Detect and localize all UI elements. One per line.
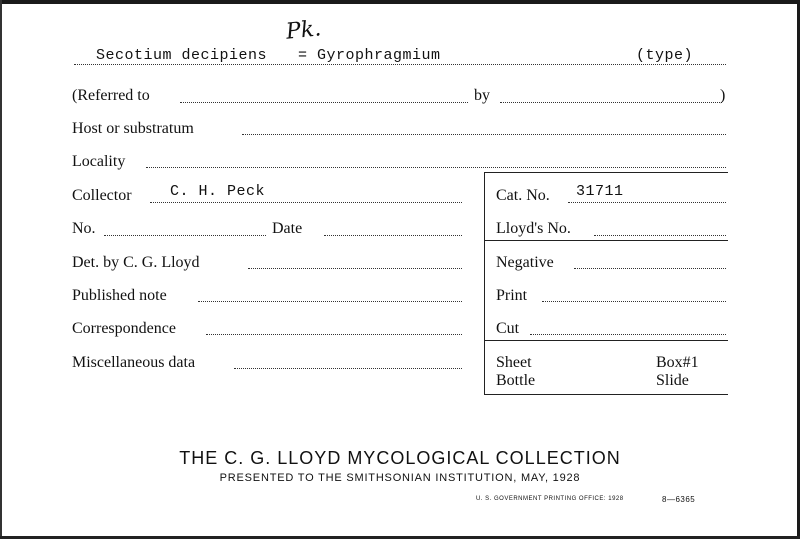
collector-label: Collector [72,187,132,204]
host-label: Host or substratum [72,120,194,137]
specimen-name: Secotium decipiens [96,47,268,64]
referred-to-label: (Referred to [72,87,150,104]
catalog-box-left [484,172,485,394]
cat-no-label: Cat. No. [496,187,550,204]
cat-no-line [568,202,726,203]
box-label: Box#1 [656,354,699,371]
lloyds-no-line [594,235,726,236]
date-line [324,235,462,236]
catalog-divider-2 [484,340,728,341]
no-label: No. [72,220,96,237]
print-line [542,301,726,302]
cut-line [530,334,726,335]
specimen-type-label: (type) [636,47,694,64]
host-line [242,134,726,135]
date-label: Date [272,220,303,237]
negative-label: Negative [496,254,554,271]
misc-line [234,368,462,369]
collector-value: C. H. Peck [170,183,266,200]
negative-line [574,268,726,269]
misc-label: Miscellaneous data [72,354,196,371]
specimen-synonym: = Gyrophragmium [298,47,441,64]
by-line [500,102,722,103]
catalog-divider [484,240,728,241]
by-label: by [474,87,490,104]
correspondence-label: Correspondence [72,320,176,337]
collection-title: THE C. G. LLOYD MYCOLOGICAL COLLECTION [179,448,621,468]
card-top-edge [0,0,800,4]
no-line [104,235,266,236]
close-paren: ) [720,87,726,104]
slide-label: Slide [656,372,689,389]
lloyds-no-label: Lloyd's No. [496,220,571,237]
published-note-line [198,301,462,302]
det-by-line [248,268,462,269]
det-by-label: Det. by C. G. Lloyd [72,254,200,271]
catalog-box-bottom [484,394,728,395]
catalog-box-top [484,172,728,173]
collection-subtitle: PRESENTED TO THE SMITHSONIAN INSTITUTION, MAY, 1928 [219,472,581,484]
locality-label: Locality [72,153,126,170]
cat-no-value: 31711 [576,183,624,200]
sheet-label: Sheet [496,354,532,371]
form-code: 8—6365 [662,495,696,504]
cut-label: Cut [496,320,520,337]
locality-line [146,167,726,168]
handwritten-annotation: Pk. [284,16,323,45]
published-note-label: Published note [72,287,167,304]
print-label: Print [496,287,528,304]
collector-line [150,202,462,203]
bottle-label: Bottle [496,372,536,389]
referred-to-line [180,102,468,103]
correspondence-line [206,334,462,335]
printing-office-note: U. S. GOVERNMENT PRINTING OFFICE: 1928 [476,496,624,502]
